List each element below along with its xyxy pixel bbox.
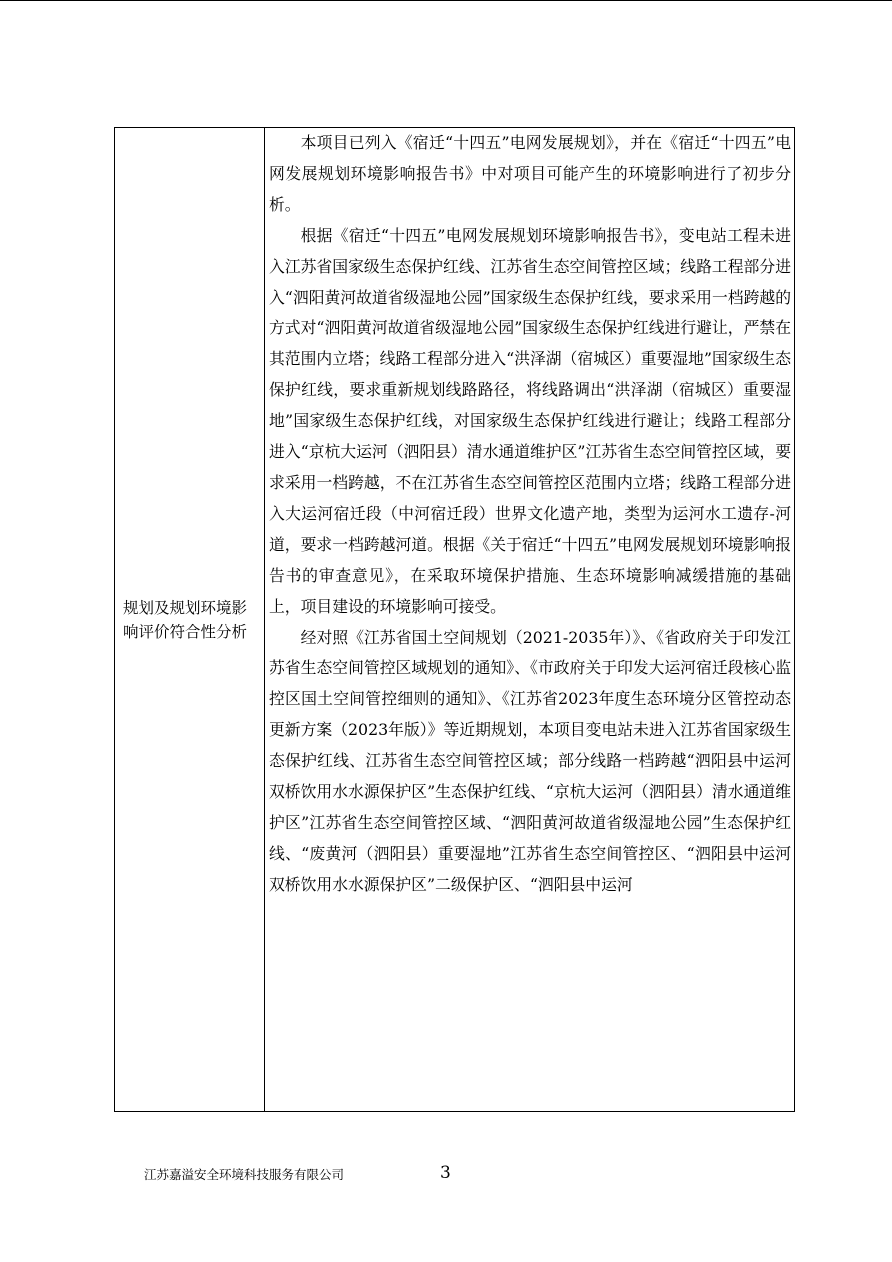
paragraph-eia-report: 根据《宿迁“十四五”电网发展规划环境影响报告书》，变电站工程未进入江苏省国家级生态保护红线、江苏省生态空间管控区域；线路工程部分进入“泗阳黄河故道省级湿地公园”国家级生态保护红线，要求采用一档跨越的方式对“泗阳黄河故道省级湿地公园”国家级生态保护红线进行避让，严禁在其范围内立塔；线路工程部分进入“洪泽湖（宿城区）重要湿地”国家级生态保护红线，要求重新规划线路路径，将线路调出“洪泽湖（宿城区）重要湿地”国家级生态保护红线，对国家级生态保护红线进行避让；线路工程部分进入“京杭大运河（泗阳县）清水通道维护区”江苏省生态空间管控区域，要求采用一档跨越，不在江苏省生态空间管控区范围内立塔；线路工程部分进入大运河宿迁段（中河宿迁段）世界文化遗产地，类型为运河水工遗存-河道，要求一档跨越河道。根据《关于宿迁“十四五”电网发展规划环境影响报告书的审查意见》，在采取环境保护措施、生态环境影响减缓措施的基础上，项目建设的环境影响可接受。 bbox=[269, 225, 791, 616]
row-content-cell bbox=[265, 128, 795, 1112]
row-label-cell bbox=[115, 128, 265, 1112]
footer-company-name: 江苏嘉溢安全环境科技服务有限公司 bbox=[144, 1167, 345, 1182]
table-row bbox=[115, 128, 795, 1112]
row-content bbox=[265, 128, 794, 901]
page-top-rule bbox=[0, 0, 892, 1]
row-label: 规划及规划环境影响评价符合性分析 bbox=[123, 598, 248, 641]
paragraph-plan-inclusion: 本项目已列入《宿迁“十四五”电网发展规划》，并在《宿迁“十四五”电网发展规划环境影响报告书》中对项目可能产生的环境影响进行了初步分析。 bbox=[269, 133, 791, 214]
page-number: 3 bbox=[440, 1163, 451, 1183]
assessment-table bbox=[114, 127, 795, 1112]
paragraph-recent-plans: 经对照《江苏省国土空间规划（2021-2035年）》、《省政府关于印发江苏省生态空间管控区域规划的通知》、《市政府关于印发大运河宿迁段核心监控区国土空间管控细则的通知》、《江苏省2023年度生态环境分区管控动态更新方案（2023年版）》等近期规划，本项目变电站未进入江苏省国家级生态保护红线、江苏省生态空间管控区域；部分线路一档跨越“泗阳县中运河双桥饮用水水源保护区”生态保护红线、“京杭大运河（泗阳县）清水通道维护区”江苏省生态空间管控区域、“泗阳黄河故道省级湿地公园”生态保护红线、“废黄河（泗阳县）重要湿地”江苏省生态空间管控区、“泗阳县中运河双桥饮用水水源保护区”二级保护区、“泗阳县中运河 bbox=[269, 627, 792, 894]
